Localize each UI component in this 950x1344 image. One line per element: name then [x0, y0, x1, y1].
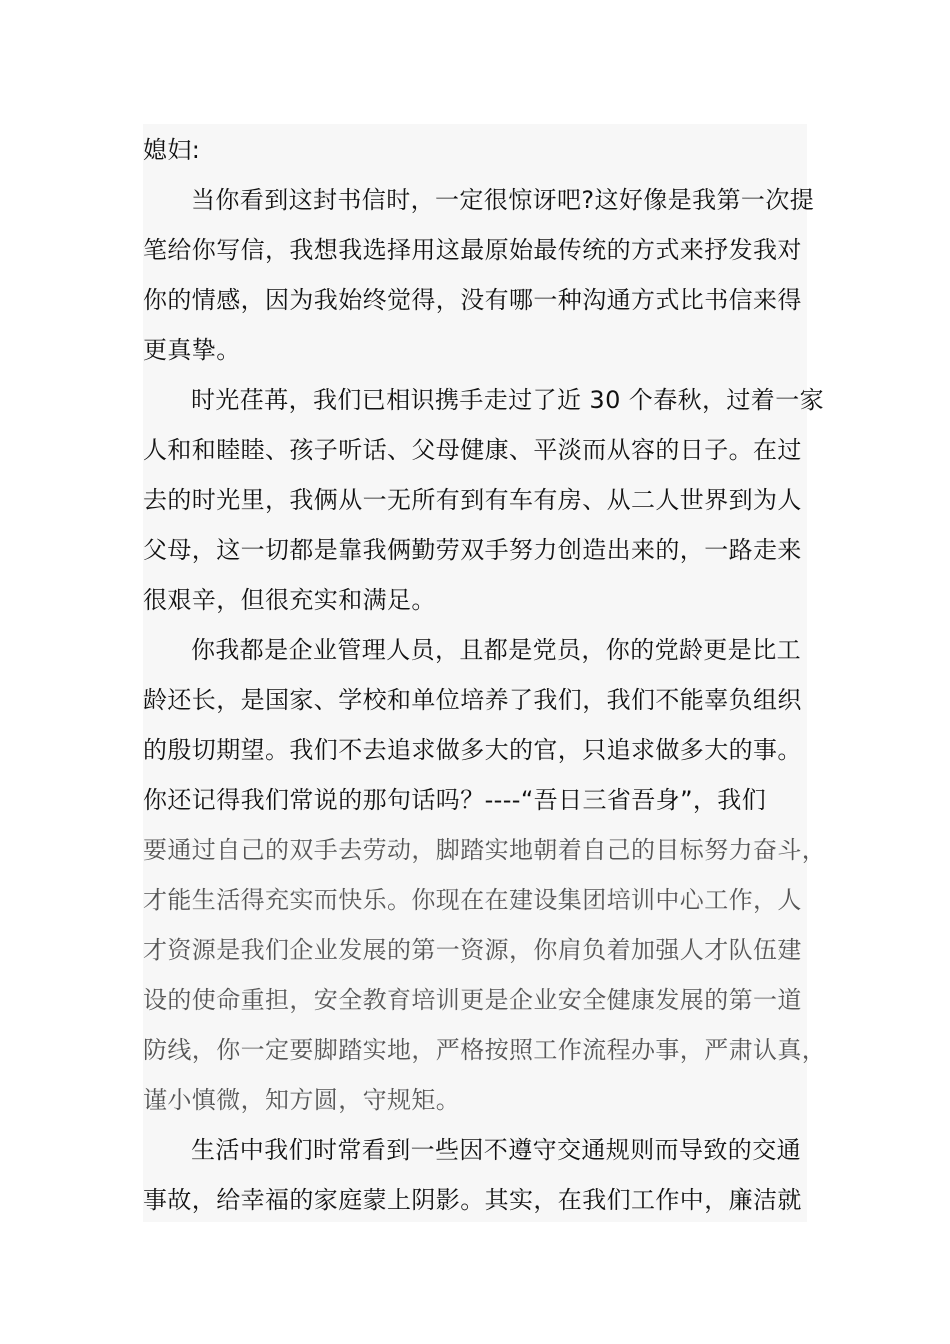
paragraph-line: 你还记得我们常说的那句话吗？----“吾日三省吾身”，我们	[143, 786, 767, 814]
paragraph-line: 去的时光里，我俩从一无所有到有车有房、从二人世界到为人	[143, 486, 802, 514]
paragraph-line: 父母，这一切都是靠我俩勤劳双手努力创造出来的，一路走来	[143, 536, 802, 564]
salutation: 媳妇:	[143, 136, 201, 164]
paragraph-line: 时光荏苒，我们已相识携手走过了近 30 个春秋，过着一家	[191, 386, 824, 414]
paragraph-line: 谨小慎微，知方圆，守规矩。	[143, 1086, 461, 1114]
paragraph-line: 事故，给幸福的家庭蒙上阴影。其实，在我们工作中，廉洁就	[143, 1186, 802, 1214]
paragraph-line: 人和和睦睦、孩子听话、父母健康、平淡而从容的日子。在过	[143, 436, 802, 464]
paragraph-line: 龄还长，是国家、学校和单位培养了我们，我们不能辜负组织	[143, 686, 802, 714]
paragraph-line: 生活中我们时常看到一些因不遵守交通规则而导致的交通	[191, 1136, 801, 1164]
paragraph-line: 更真挚。	[143, 336, 241, 364]
paragraph-line: 你我都是企业管理人员，且都是党员，你的党龄更是比工	[191, 636, 801, 664]
paragraph-line: 的殷切期望。我们不去追求做多大的官，只追求做多大的事。	[143, 736, 802, 764]
letter-body	[143, 124, 827, 1222]
paragraph-line: 才能生活得充实而快乐。你现在在建设集团培训中心工作，人	[143, 886, 802, 914]
paragraph-line: 你的情感，因为我始终觉得，没有哪一种沟通方式比书信来得	[143, 286, 802, 314]
paragraph-line: 防线，你一定要脚踏实地，严格按照工作流程办事，严肃认真，	[143, 1036, 827, 1064]
paragraph-line: 笔给你写信，我想我选择用这最原始最传统的方式来抒发我对	[143, 236, 802, 264]
paragraph-line: 才资源是我们企业发展的第一资源，你肩负着加强人才队伍建	[143, 936, 802, 964]
paragraph-line: 当你看到这封书信时，一定很惊讶吧?这好像是我第一次提	[191, 186, 815, 214]
paragraph-line: 要通过自己的双手去劳动，脚踏实地朝着自己的目标努力奋斗，	[143, 836, 827, 864]
paragraph-line: 很艰辛，但很充实和满足。	[143, 586, 436, 614]
paragraph-line: 设的使命重担，安全教育培训更是企业安全健康发展的第一道	[143, 986, 802, 1014]
